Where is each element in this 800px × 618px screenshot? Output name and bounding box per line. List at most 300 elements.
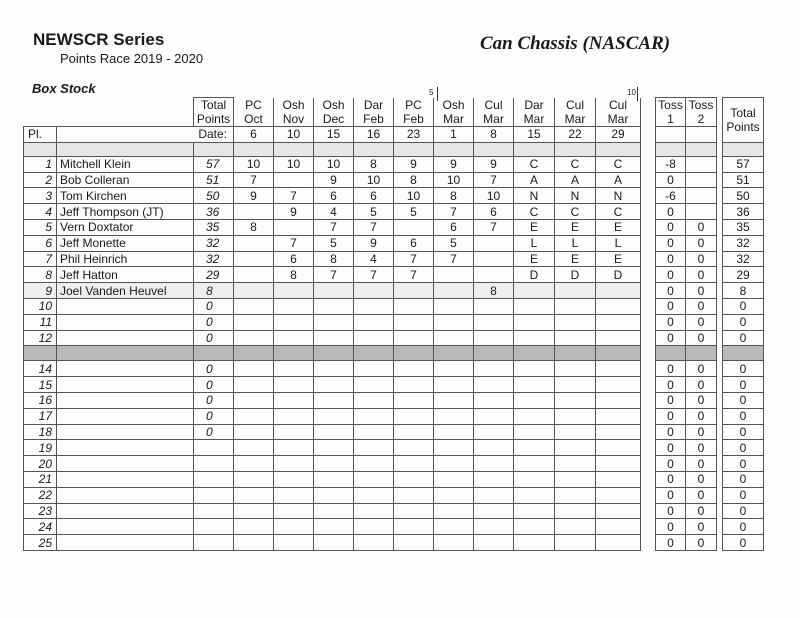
race-result-cell: C	[514, 204, 555, 220]
toss-row	[656, 314, 717, 330]
total-points-cell: 0	[194, 314, 234, 330]
race-result-cell: 7	[394, 267, 434, 283]
race-result-cell	[274, 314, 314, 330]
band-cell	[514, 142, 555, 156]
race-result-cell: 7	[274, 235, 314, 251]
race-result-cell: 6	[474, 204, 514, 220]
toss2-cell: 0	[686, 424, 717, 440]
header-line-bottom: Mar	[564, 111, 586, 126]
race-result-cell	[274, 377, 314, 393]
band-cell	[194, 346, 234, 361]
race-result-cell	[234, 440, 274, 456]
race-result-cell: 8	[394, 172, 434, 188]
total-points-cell	[194, 487, 234, 503]
standings-row	[24, 519, 641, 535]
race-result-cell: 8	[314, 251, 354, 267]
toss2-cell: 0	[686, 392, 717, 408]
race-result-cell	[555, 503, 596, 519]
driver-name: Phil Heinrich	[57, 251, 194, 267]
total-points-cell: 57	[194, 156, 234, 172]
header-line-bottom: Points	[726, 119, 760, 134]
race-result-cell	[474, 392, 514, 408]
race-result-cell: D	[596, 267, 641, 283]
race-result-cell	[394, 392, 434, 408]
race-result-cell	[514, 330, 555, 346]
race-date: 10	[274, 127, 314, 143]
toss-blank	[686, 127, 717, 143]
toss-row	[656, 519, 717, 535]
standings-row	[24, 204, 641, 220]
race-result-cell: C	[555, 156, 596, 172]
standings-row	[24, 471, 641, 487]
toss1-cell: 0	[656, 519, 686, 535]
driver-name	[57, 519, 194, 535]
toss-row	[656, 503, 717, 519]
standings-row	[24, 408, 641, 424]
race-result-cell: L	[596, 235, 641, 251]
final-row	[723, 377, 764, 393]
race-result-cell	[474, 503, 514, 519]
toss1-cell: 0	[656, 503, 686, 519]
race-result-cell	[474, 298, 514, 314]
race-result-cell	[434, 440, 474, 456]
standings-row	[24, 330, 641, 346]
place-cell: 20	[24, 456, 57, 472]
race-result-cell: A	[555, 172, 596, 188]
driver-name	[57, 471, 194, 487]
race-result-cell	[514, 456, 555, 472]
race-result-cell	[514, 314, 555, 330]
final-row	[723, 235, 764, 251]
race-result-cell	[434, 314, 474, 330]
race-result-cell	[274, 283, 314, 299]
toss-row	[656, 172, 717, 188]
race-result-cell	[274, 392, 314, 408]
header-line-top: Toss	[688, 98, 714, 112]
final-row	[723, 156, 764, 172]
race-result-cell	[274, 471, 314, 487]
race-result-cell: 6	[274, 251, 314, 267]
band-row	[24, 142, 641, 156]
header-line-bottom: Mar	[523, 111, 545, 126]
race-result-cell	[394, 503, 434, 519]
total-points-cell: 32	[194, 235, 234, 251]
header-line-bottom: Feb	[363, 111, 384, 126]
race-result-cell: D	[514, 267, 555, 283]
race-result-cell	[596, 456, 641, 472]
toss-row	[656, 251, 717, 267]
place-cell: 9	[24, 283, 57, 299]
final-row	[723, 267, 764, 283]
band-cell	[656, 142, 686, 156]
race-result-cell	[354, 330, 394, 346]
race-result-cell: 5	[314, 235, 354, 251]
standings-row	[24, 487, 641, 503]
race-result-cell	[474, 471, 514, 487]
final-points-cell: 0	[723, 330, 764, 346]
toss1-cell: -8	[656, 156, 686, 172]
race-result-cell	[234, 392, 274, 408]
final-points-cell: 0	[723, 519, 764, 535]
band-row	[723, 142, 764, 156]
race-result-cell	[234, 503, 274, 519]
toss-header-row	[656, 98, 717, 127]
race-result-cell	[274, 172, 314, 188]
standings-row	[24, 535, 641, 551]
race-result-cell: L	[555, 235, 596, 251]
race-result-cell	[234, 424, 274, 440]
race-result-cell: 9	[474, 156, 514, 172]
total-points-cell: 8	[194, 283, 234, 299]
toss2-cell: 0	[686, 235, 717, 251]
race-result-cell	[234, 408, 274, 424]
toss-row	[656, 204, 717, 220]
race-header	[596, 98, 641, 127]
race-result-cell: 9	[434, 156, 474, 172]
standings-row	[24, 377, 641, 393]
driver-name: Bob Colleran	[57, 172, 194, 188]
toss2-cell: 0	[686, 219, 717, 235]
race-result-cell	[234, 487, 274, 503]
toss1-cell: 0	[656, 330, 686, 346]
band-cell	[354, 142, 394, 156]
driver-name	[57, 330, 194, 346]
toss-row	[656, 298, 717, 314]
total-points-cell	[194, 456, 234, 472]
date-label: Date:	[57, 127, 234, 143]
header-line-bottom: Mar	[483, 111, 504, 126]
race-result-cell: 7	[314, 267, 354, 283]
final-row	[723, 408, 764, 424]
race-result-cell	[434, 283, 474, 299]
race-result-cell	[314, 424, 354, 440]
race-header	[555, 98, 596, 127]
race-result-cell	[274, 456, 314, 472]
total-points-cell: 35	[194, 219, 234, 235]
race-result-cell: 6	[354, 188, 394, 204]
division-title: Box Stock	[32, 81, 96, 96]
race-result-cell	[314, 535, 354, 551]
toss-date-row	[656, 127, 717, 143]
band-cell	[474, 142, 514, 156]
toss-row	[656, 377, 717, 393]
total-points-cell: 0	[194, 298, 234, 314]
final-points-cell: 0	[723, 408, 764, 424]
band-cell	[723, 142, 764, 156]
standings-row	[24, 188, 641, 204]
race-result-cell	[274, 408, 314, 424]
toss2-cell: 0	[686, 408, 717, 424]
band-cell	[596, 142, 641, 156]
toss-row	[656, 361, 717, 377]
race-header	[354, 98, 394, 127]
race-result-cell	[596, 330, 641, 346]
standings-row	[24, 361, 641, 377]
place-cell: 22	[24, 487, 57, 503]
race-result-cell	[434, 361, 474, 377]
total-points-cell: 36	[194, 204, 234, 220]
race-result-cell: 10	[394, 188, 434, 204]
race-result-cell	[314, 283, 354, 299]
race-result-cell	[474, 535, 514, 551]
race-result-cell: D	[555, 267, 596, 283]
final-row	[723, 471, 764, 487]
race-result-cell	[394, 283, 434, 299]
band-cell	[555, 142, 596, 156]
place-cell: 11	[24, 314, 57, 330]
toss-row	[656, 283, 717, 299]
final-points-cell: 0	[723, 456, 764, 472]
band-row	[24, 346, 641, 361]
final-row	[723, 314, 764, 330]
header-line-bottom: Feb	[403, 111, 424, 126]
race-result-cell	[434, 392, 474, 408]
pl-header: Pl.	[24, 127, 57, 143]
band-cell	[394, 142, 434, 156]
final-points-cell: 0	[723, 471, 764, 487]
race-result-cell	[394, 330, 434, 346]
toss1-cell: 0	[656, 408, 686, 424]
race-result-cell: 6	[434, 219, 474, 235]
final-row	[723, 361, 764, 377]
race-result-cell: 7	[474, 172, 514, 188]
race-result-cell	[234, 283, 274, 299]
toss-row	[656, 219, 717, 235]
race-result-cell	[274, 440, 314, 456]
race-result-cell	[274, 424, 314, 440]
race-result-cell	[555, 314, 596, 330]
driver-name: Joel Vanden Heuvel	[57, 283, 194, 299]
race-date: 29	[596, 127, 641, 143]
total-points-cell: 32	[194, 251, 234, 267]
class-title: Can Chassis (NASCAR)	[480, 33, 671, 54]
race-result-cell	[555, 424, 596, 440]
band-cell	[314, 142, 354, 156]
race-result-cell: 7	[314, 219, 354, 235]
race-result-cell	[596, 392, 641, 408]
toss2-cell: 0	[686, 440, 717, 456]
race-result-cell: E	[596, 251, 641, 267]
race-result-cell	[434, 424, 474, 440]
driver-name	[57, 424, 194, 440]
race-result-cell	[354, 408, 394, 424]
race-result-cell: 9	[234, 188, 274, 204]
band-cell	[274, 346, 314, 361]
race-result-cell	[354, 314, 394, 330]
band-cell	[686, 142, 717, 156]
place-cell: 23	[24, 503, 57, 519]
driver-name: Jeff Hatton	[57, 267, 194, 283]
place-cell: 8	[24, 267, 57, 283]
race-result-cell	[596, 503, 641, 519]
final-points-cell: 51	[723, 172, 764, 188]
final-points-cell: 0	[723, 487, 764, 503]
race-result-cell	[394, 487, 434, 503]
race-result-cell: 7	[474, 219, 514, 235]
race-result-cell: 7	[274, 188, 314, 204]
race-result-cell	[474, 487, 514, 503]
race-result-cell	[514, 283, 555, 299]
race-result-cell	[234, 535, 274, 551]
band-cell	[656, 346, 686, 361]
race-result-cell: 8	[354, 156, 394, 172]
place-cell: 12	[24, 330, 57, 346]
place-cell: 5	[24, 219, 57, 235]
final-row	[723, 219, 764, 235]
race-result-cell	[354, 535, 394, 551]
race-result-cell: 10	[314, 156, 354, 172]
final-row	[723, 188, 764, 204]
toss1-header	[656, 98, 686, 127]
band-cell	[723, 346, 764, 361]
toss2-header	[686, 98, 717, 127]
race-result-cell: 10	[234, 156, 274, 172]
toss-table	[655, 97, 717, 551]
header-line-top: Cul	[565, 97, 584, 112]
race-result-cell: 7	[434, 251, 474, 267]
race-header	[274, 98, 314, 127]
toss2-cell	[686, 188, 717, 204]
race-result-cell	[555, 283, 596, 299]
race-result-cell	[474, 361, 514, 377]
race-result-cell	[434, 456, 474, 472]
race-result-cell	[234, 267, 274, 283]
race-result-cell	[274, 519, 314, 535]
standings-row	[24, 283, 641, 299]
driver-name: Mitchell Klein	[57, 156, 194, 172]
race-result-cell	[474, 408, 514, 424]
race-result-cell	[514, 487, 555, 503]
band-row	[723, 346, 764, 361]
race-result-cell	[474, 267, 514, 283]
race-result-cell	[394, 219, 434, 235]
race-result-cell	[314, 487, 354, 503]
total-points-cell: 0	[194, 408, 234, 424]
race-header	[434, 98, 474, 127]
race-result-cell	[514, 298, 555, 314]
driver-name: Vern Doxtator	[57, 219, 194, 235]
standings-row	[24, 314, 641, 330]
band-cell	[274, 142, 314, 156]
race-result-cell: 9	[314, 172, 354, 188]
race-result-cell	[274, 219, 314, 235]
band-cell	[686, 346, 717, 361]
race-result-cell	[354, 392, 394, 408]
band-row	[656, 346, 717, 361]
race-result-cell: 4	[354, 251, 394, 267]
race-result-cell	[234, 204, 274, 220]
race-result-cell	[234, 519, 274, 535]
final-points-cell: 32	[723, 251, 764, 267]
race-result-cell: 9	[354, 235, 394, 251]
race-result-cell	[314, 314, 354, 330]
race-result-cell: 10	[274, 156, 314, 172]
race-date: 15	[314, 127, 354, 143]
toss2-cell	[686, 204, 717, 220]
toss1-cell: 0	[656, 424, 686, 440]
race-result-cell	[596, 487, 641, 503]
race-result-cell	[314, 456, 354, 472]
final-row	[723, 204, 764, 220]
race-result-cell	[394, 361, 434, 377]
race-result-cell	[555, 487, 596, 503]
header-line-top: Cul	[484, 97, 503, 112]
race-result-cell	[434, 408, 474, 424]
header-line-bottom: Nov	[282, 111, 305, 126]
race-result-cell	[434, 377, 474, 393]
race-result-cell	[514, 361, 555, 377]
final-points-cell: 0	[723, 440, 764, 456]
toss-row	[656, 471, 717, 487]
toss2-cell: 0	[686, 361, 717, 377]
driver-name	[57, 377, 194, 393]
race-result-cell	[354, 440, 394, 456]
driver-name	[57, 314, 194, 330]
race-result-cell	[354, 377, 394, 393]
toss2-cell: 0	[686, 471, 717, 487]
final-points-cell: 0	[723, 298, 764, 314]
race-result-cell	[596, 408, 641, 424]
driver-name: Jeff Monette	[57, 235, 194, 251]
band-cell	[194, 142, 234, 156]
final-row	[723, 456, 764, 472]
final-row	[723, 487, 764, 503]
header-blank	[24, 98, 57, 127]
place-cell: 3	[24, 188, 57, 204]
race-result-cell: L	[514, 235, 555, 251]
race-result-cell: E	[555, 251, 596, 267]
toss-row	[656, 392, 717, 408]
total-points-cell	[194, 471, 234, 487]
race-header	[514, 98, 555, 127]
race-result-cell: 10	[354, 172, 394, 188]
toss1-cell: 0	[656, 314, 686, 330]
final-header	[723, 98, 764, 143]
header-blank	[57, 98, 194, 127]
total-points-cell	[194, 440, 234, 456]
race-result-cell	[274, 535, 314, 551]
race-result-cell	[514, 392, 555, 408]
toss1-cell: -6	[656, 188, 686, 204]
race-result-cell	[314, 503, 354, 519]
driver-name	[57, 487, 194, 503]
standings-row	[24, 235, 641, 251]
band-row	[656, 142, 717, 156]
race-result-cell	[354, 456, 394, 472]
race-result-cell	[234, 251, 274, 267]
total-points-cell: 0	[194, 424, 234, 440]
toss-row	[656, 535, 717, 551]
toss1-cell: 0	[656, 251, 686, 267]
standings-row	[24, 219, 641, 235]
header-line-bottom: Dec	[322, 111, 345, 126]
total-points-cell: 0	[194, 392, 234, 408]
total-points-cell	[194, 519, 234, 535]
toss1-cell: 0	[656, 535, 686, 551]
race-date: 1	[434, 127, 474, 143]
race-result-cell	[596, 314, 641, 330]
band-cell	[234, 142, 274, 156]
race-result-cell	[514, 503, 555, 519]
race-result-cell	[354, 487, 394, 503]
place-cell: 18	[24, 424, 57, 440]
race-result-cell	[596, 519, 641, 535]
race-result-cell	[596, 298, 641, 314]
race-date: 6	[234, 127, 274, 143]
total-points-cell: 0	[194, 377, 234, 393]
race-result-cell	[555, 519, 596, 535]
toss2-cell: 0	[686, 283, 717, 299]
